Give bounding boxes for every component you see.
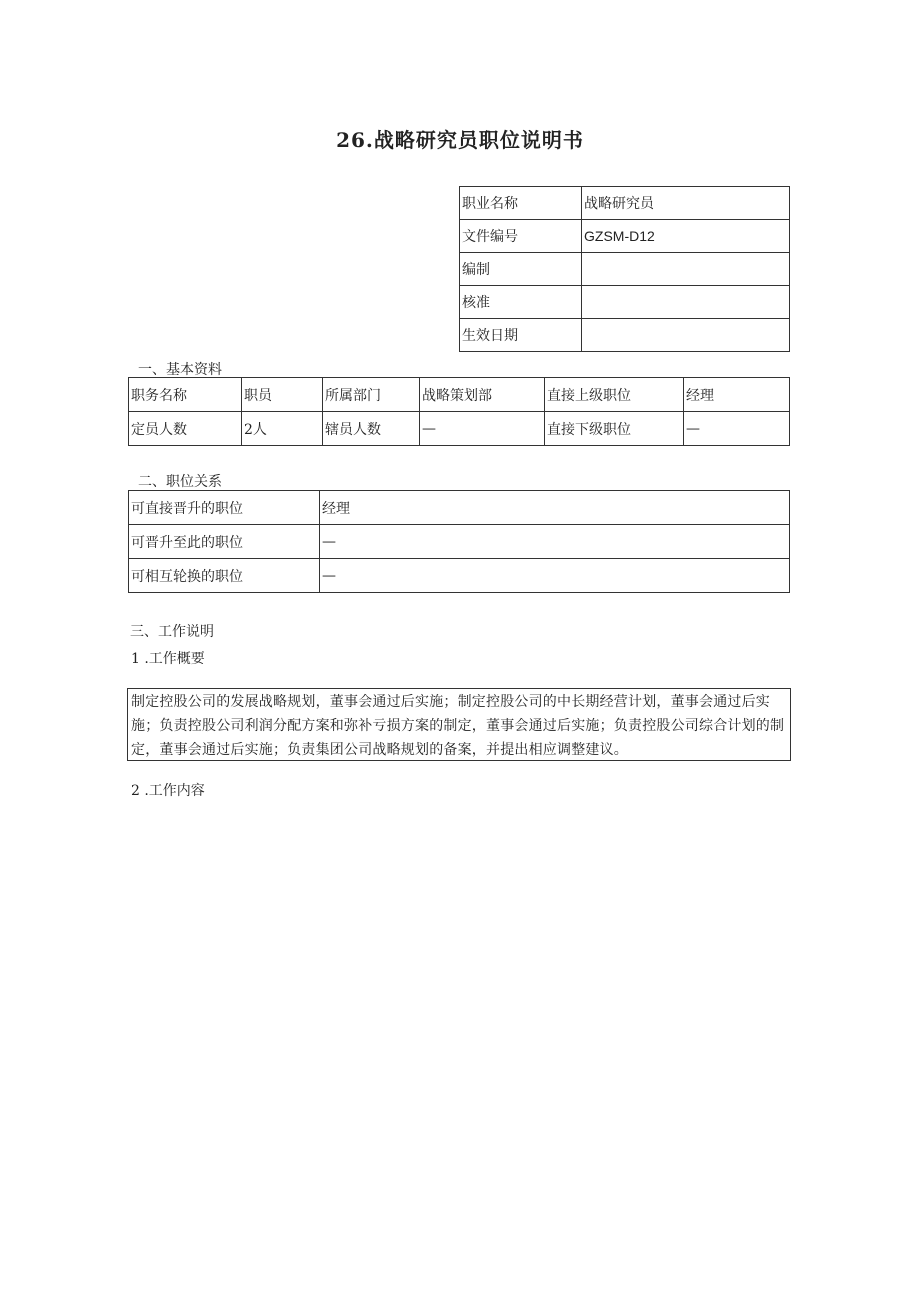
table-row — [129, 378, 790, 412]
meta-label: 核准 — [460, 286, 582, 319]
section-heading-work: 三、工作说明 — [130, 624, 214, 640]
page-title: 26.战略研究员职位说明书 — [336, 128, 584, 152]
relation-label: 可相互轮换的职位 — [129, 559, 320, 593]
meta-label: 编制 — [460, 253, 582, 286]
table-cell: 职务名称 — [129, 378, 242, 412]
document-meta-table — [459, 186, 790, 352]
section-heading-relations: 二、职位关系 — [138, 474, 222, 490]
table-cell: 直接下级职位 — [545, 412, 684, 446]
subheading-work-content: 2 .工作内容 — [131, 783, 205, 799]
table-cell: 定员人数 — [129, 412, 242, 446]
table-cell: 职员 — [242, 378, 323, 412]
meta-label: 生效日期 — [460, 319, 582, 352]
relation-label: 可晋升至此的职位 — [129, 525, 320, 559]
table-cell: 战略策划部 — [420, 378, 545, 412]
table-cell: 2人 — [242, 412, 323, 446]
table-row — [460, 220, 790, 253]
table-row — [129, 491, 790, 525]
table-row — [460, 187, 790, 220]
basic-info-table — [128, 377, 790, 446]
table-row — [129, 559, 790, 593]
meta-label: 职业名称 — [460, 187, 582, 220]
table-cell: 辖员人数 — [323, 412, 420, 446]
table-row — [460, 253, 790, 286]
meta-label: 文件编号 — [460, 220, 582, 253]
table-row — [460, 319, 790, 352]
relation-label: 可直接晋升的职位 — [129, 491, 320, 525]
relation-value: — — [320, 559, 790, 593]
meta-value — [582, 286, 790, 319]
meta-value: GZSM-D12 — [582, 220, 790, 253]
table-cell: 所属部门 — [323, 378, 420, 412]
table-cell: 经理 — [684, 378, 790, 412]
table-cell: — — [684, 412, 790, 446]
meta-value — [582, 319, 790, 352]
work-summary-box: 制定控股公司的发展战略规划，董事会通过后实施；制定控股公司的中长期经营计划，董事会通过后实施；负责控股公司利润分配方案和弥补亏损方案的制定，董事会通过后实施；负责控股公司综合计划的制定，董事会通过后实施；负责集团公司战略规划的备案，并提出相应调整建议。 — [127, 688, 791, 761]
meta-value — [582, 253, 790, 286]
relation-value: — — [320, 525, 790, 559]
table-cell: 直接上级职位 — [545, 378, 684, 412]
table-row — [129, 412, 790, 446]
section-heading-basic: 一、基本资料 — [138, 362, 222, 378]
table-cell: — — [420, 412, 545, 446]
relation-value: 经理 — [320, 491, 790, 525]
table-row — [129, 525, 790, 559]
position-relations-table — [128, 490, 790, 593]
meta-value: 战略研究员 — [582, 187, 790, 220]
subheading-work-summary: 1 .工作概要 — [131, 651, 205, 667]
table-row — [460, 286, 790, 319]
